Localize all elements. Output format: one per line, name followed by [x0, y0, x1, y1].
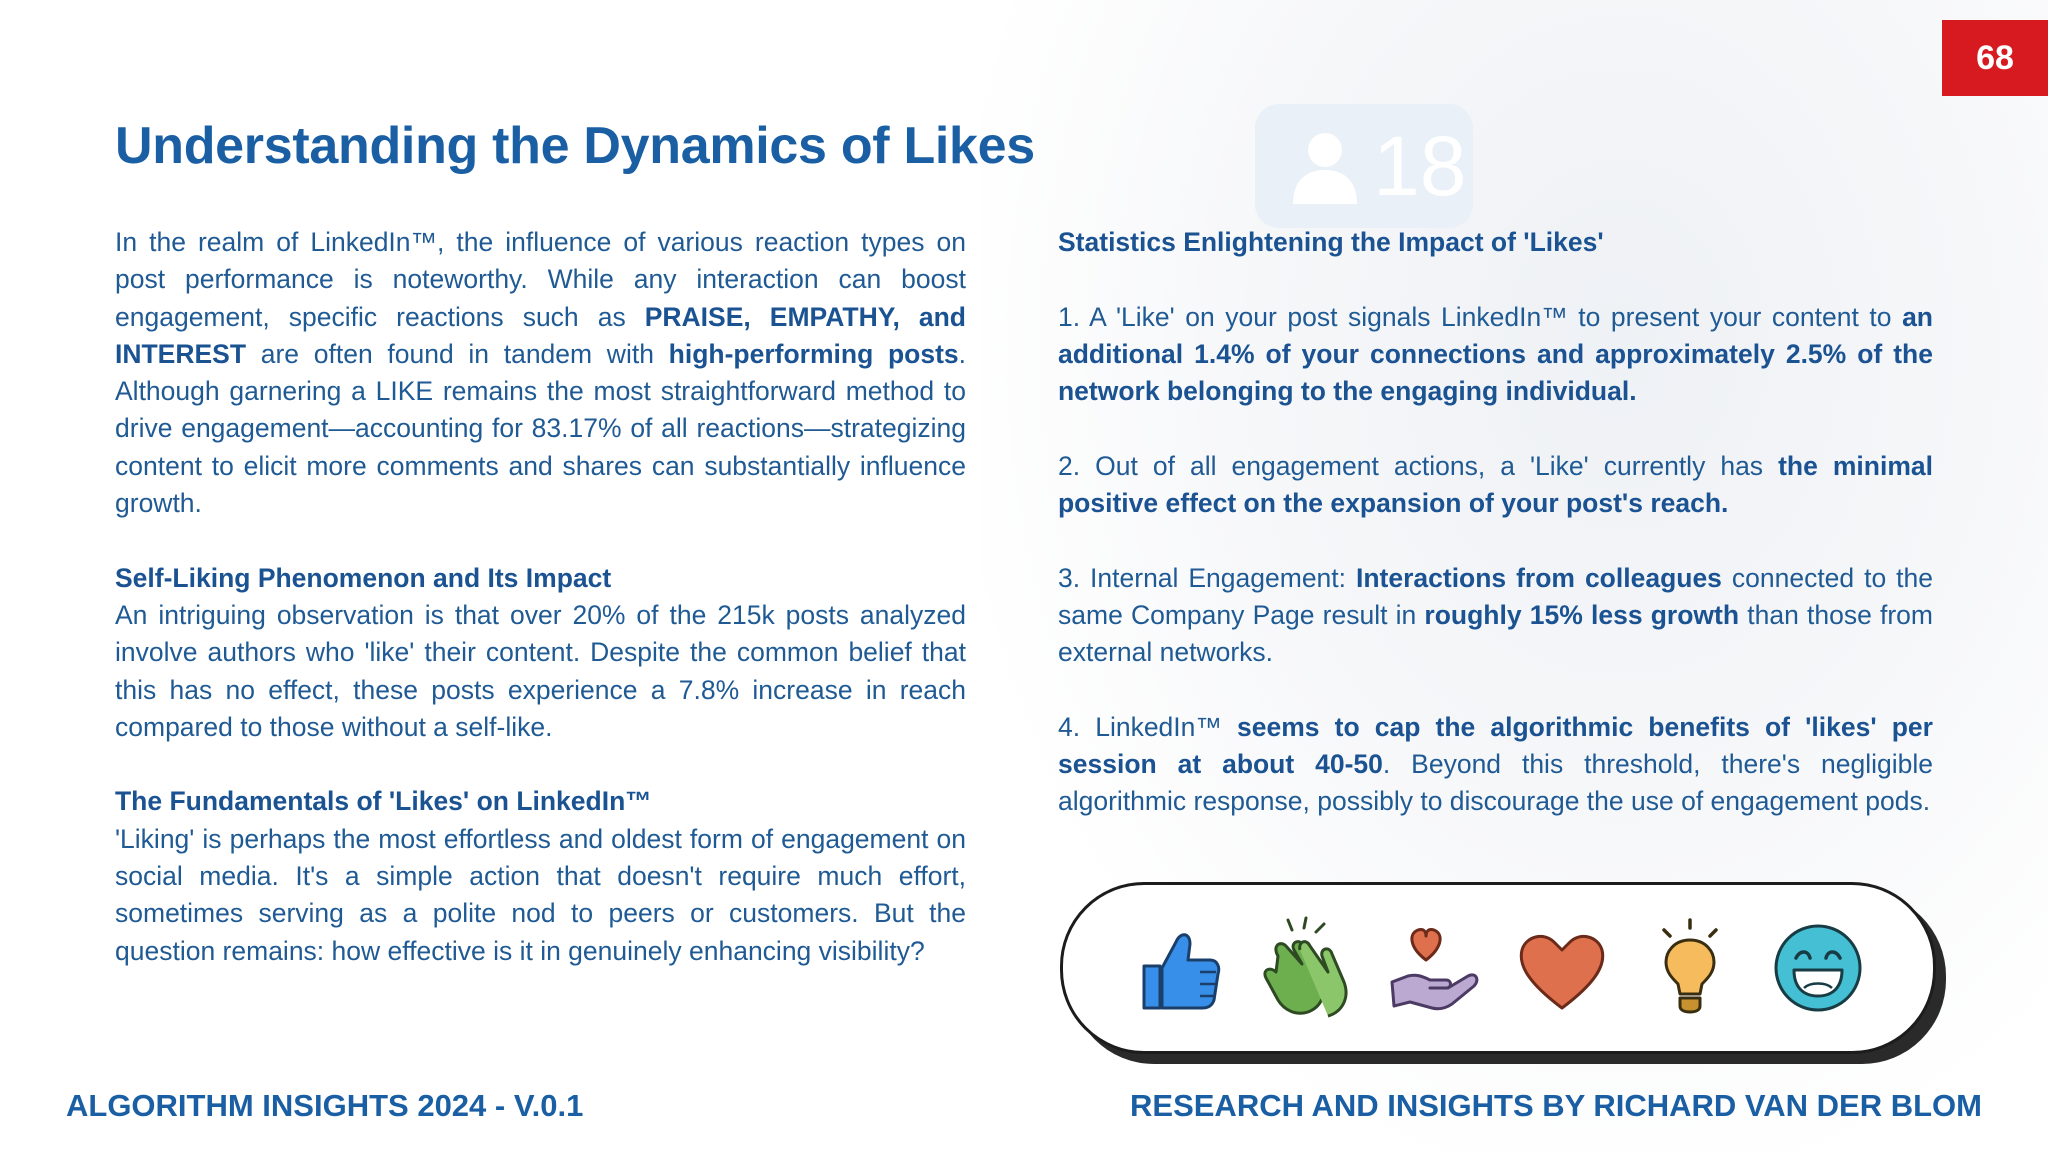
- self-liking-heading: Self-Liking Phenomenon and Its Impact: [115, 562, 612, 593]
- heart-icon: [1514, 916, 1610, 1020]
- statistic-item-4: [1058, 709, 1933, 821]
- heart-in-hand-icon: [1386, 916, 1482, 1020]
- text-span: 3. Internal Engagement:: [1058, 562, 1356, 593]
- bold-span: high-performing posts: [668, 338, 959, 369]
- thumbs-up-icon: [1130, 916, 1226, 1020]
- bold-span: seems to cap the algorithmic benefits of 'likes' per session at about 40-50: [1058, 711, 1933, 780]
- footer-right-text: RESEARCH AND INSIGHTS BY RICHARD VAN DER BLOM: [1130, 1088, 1982, 1123]
- background-badge-count: 18: [1373, 119, 1467, 213]
- text-span: 2. Out of all engagement actions, a 'Like' currently has: [1058, 450, 1779, 481]
- text-span: In the realm of LinkedIn™, the influence of various reaction types on post performance is noteworthy. While any interaction can boost engagement, specific reactions such as: [115, 227, 966, 332]
- bold-span: roughly 15% less growth: [1424, 599, 1740, 630]
- clapping-hands-icon: [1258, 916, 1354, 1020]
- text-span: connected to the same Company Page result in: [1058, 562, 1933, 630]
- statistic-item-3: [1058, 560, 1933, 672]
- intro-paragraph: [115, 224, 966, 522]
- page-title: Understanding the Dynamics of Likes: [115, 117, 1035, 175]
- text-span: . Beyond this threshold, there's negligible algorithmic response, possibly to discourage the use of engagement pods.: [1058, 749, 1933, 817]
- reaction-bar: [1060, 882, 1936, 1054]
- lightbulb-icon: [1642, 916, 1738, 1020]
- fundamentals-heading: The Fundamentals of 'Likes' on LinkedIn™: [115, 786, 652, 817]
- text-span: 1. A 'Like' on your post signals LinkedIn™ to present your content to: [1058, 301, 1903, 332]
- text-span: . Although garnering a LIKE remains the most straightforward method to drive engagement—accounting for 83.17% of all reactions—strategizing content to elicit more comments and shares can substantially influence growth.: [115, 338, 967, 519]
- statistic-item-1: [1058, 299, 1933, 411]
- fundamentals-paragraph: 'Liking' is perhaps the most effortless and oldest form of engagement on social media. It's a simple action that doesn't require much effort, sometimes serving as a polite nod to peers or customers. But the question remains: how effective is it in genuinely enhancing visibility?: [115, 823, 966, 966]
- text-span: than those from external networks.: [1058, 599, 1933, 668]
- self-liking-paragraph: An intriguing observation is that over 20% of the 215k posts analyzed involve authors who 'like' their content. Despite the common belief that this has no effect, these posts experience a 7.8% increase in reach compared to those without a self-like.: [115, 599, 966, 742]
- statistics-heading: Statistics Enlightening the Impact of 'Likes': [1058, 227, 1604, 257]
- right-column: [1058, 224, 1933, 821]
- page-number: 68: [1942, 20, 2048, 96]
- bold-span: an additional 1.4% of your connections and approximately 2.5% of the network belonging to the engaging individual.: [1058, 301, 1933, 407]
- left-column: [115, 224, 966, 970]
- bold-span: the minimal positive effect on the expansion of your post's reach.: [1058, 450, 1933, 519]
- person-icon: [1285, 126, 1365, 206]
- statistic-item-2: [1058, 448, 1933, 523]
- background-notification-badge: [1255, 104, 1473, 228]
- bold-span: PRAISE, EMPATHY, and INTEREST: [115, 301, 966, 369]
- laughing-face-icon: [1770, 916, 1866, 1020]
- footer-left-text: ALGORITHM INSIGHTS 2024 - V.0.1: [66, 1088, 584, 1123]
- text-span: are often found in tandem with: [246, 338, 669, 369]
- text-span: 4. LinkedIn™: [1058, 711, 1237, 742]
- bold-span: Interactions from colleagues: [1355, 562, 1722, 593]
